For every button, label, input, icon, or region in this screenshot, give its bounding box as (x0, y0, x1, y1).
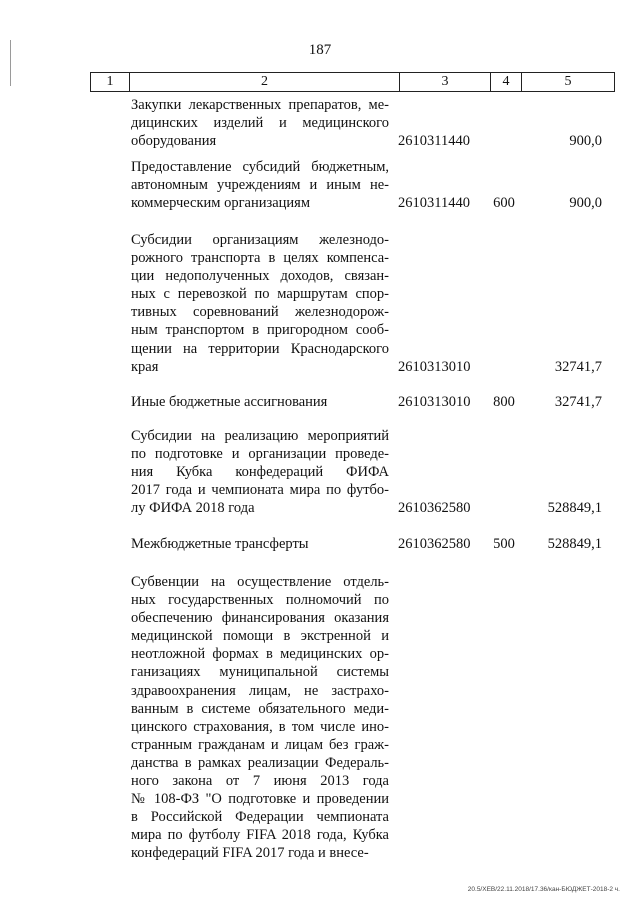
row-name-line: края (131, 358, 159, 375)
header-col-2: 2 (130, 73, 400, 91)
table-header-row (90, 72, 615, 92)
row-name-line: № 108-ФЗ "О подготовке и проведении (131, 791, 389, 808)
row-name-line: обеспечению финансирования оказания (131, 610, 389, 627)
row-amount: 900,0 (569, 133, 602, 150)
row-name-line: ванным в системе обязательного меди- (131, 700, 389, 717)
row-name-line: Предоставление субсидий бюджетным, (131, 159, 389, 175)
row-name-line: по подготовке и организации проведе- (131, 446, 389, 463)
row-code: 2610311440 (398, 133, 470, 150)
row-name-line: дицинских изделий и медицинского (131, 115, 389, 132)
row-name-line: цинского страхования, в том числе ино- (131, 718, 389, 735)
row-code: 2610313010 (398, 358, 471, 375)
page-number: 187 (308, 42, 332, 58)
header-col-4: 4 (491, 73, 522, 91)
row-name-line: ных государственных полномочий по (131, 592, 389, 609)
row-name-line: тивных соревнований железнодорож- (131, 304, 389, 321)
row-name-line: Межбюджетные трансферты (131, 536, 309, 552)
row-name-line: мира по футболу FIFA 2018 года, Кубка (131, 827, 389, 844)
row-name-line: ции недополученных доходов, связан- (131, 268, 389, 285)
row-name-line: ганизациях муниципальной системы (131, 664, 389, 681)
header-col-3: 3 (400, 73, 491, 91)
row-name (131, 158, 389, 212)
row-expense-type: 600 (493, 195, 515, 212)
header-col-5: 5 (564, 74, 572, 89)
row-name (131, 393, 389, 411)
row-name-line: в Российской Федерации чемпионата (131, 809, 389, 826)
row-code: 2610313010 (398, 394, 471, 410)
row-amount: 528849,1 (547, 500, 602, 517)
row-name-line: ных с перевозкой по маршрутам спор- (131, 286, 389, 303)
row-name (131, 535, 389, 553)
row-name-line: конфедераций FIFA 2017 года и внесе- (131, 845, 369, 862)
row-name (131, 96, 389, 150)
row-name-line: данства в рамках реализации Федераль- (131, 754, 389, 771)
row-expense-type: 500 (493, 536, 515, 552)
row-name (131, 427, 389, 517)
row-amount: 32741,7 (554, 394, 602, 410)
row-name-line: Субсидии на реализацию мероприятий (131, 428, 389, 444)
footer-doc-id: 20.5/ХЕВ/22.11.2018/17.36/кан-БЮДЖЕТ-2018-2 ч. (467, 886, 620, 893)
row-code: 2610362580 (398, 536, 471, 552)
row-name (131, 573, 389, 863)
row-name-line: здравоохранения лицам, не застрахо- (131, 682, 389, 699)
row-name-line: рожного транспорта в целях компенса- (131, 250, 389, 267)
row-name-line: Субвенции на осуществление отдель- (131, 574, 389, 590)
row-expense-type: 800 (493, 394, 515, 410)
row-name-line: автономным учреждениям и иным не- (131, 177, 389, 194)
row-name-line: ния Кубка конфедераций ФИФА (131, 464, 389, 481)
row-amount: 32741,7 (554, 358, 602, 375)
row-amount: 528849,1 (547, 536, 602, 552)
row-name (131, 231, 389, 376)
row-name-line: щении на территории Краснодарского (131, 340, 389, 357)
row-name-line: Закупки лекарственных препаратов, ме- (131, 97, 389, 113)
header-col-1: 1 (91, 73, 130, 91)
row-name-line: ным транспортом в пригородном сооб- (131, 322, 389, 339)
row-name-line: неотложной формах в медицинских ор- (131, 646, 389, 663)
row-name-line: 2017 года и чемпионата мира по футбо- (131, 482, 389, 499)
row-name-line: оборудования (131, 133, 217, 150)
row-name-line: коммерческим организациям (131, 195, 311, 212)
row-code: 2610362580 (398, 500, 471, 517)
row-name-line: ного закона от 7 июня 2013 года (131, 773, 389, 790)
row-name-line: странным гражданам и лицам без граж- (131, 736, 389, 753)
row-name-line: медицинской помощи в экстренной и (131, 628, 389, 645)
row-amount: 900,0 (569, 195, 602, 212)
row-name-line: Иные бюджетные ассигнования (131, 394, 328, 410)
row-name-line: лу ФИФА 2018 года (131, 500, 255, 517)
row-code: 2610311440 (398, 195, 470, 212)
row-name-line: Субсидии организациям железнодо- (131, 232, 389, 248)
